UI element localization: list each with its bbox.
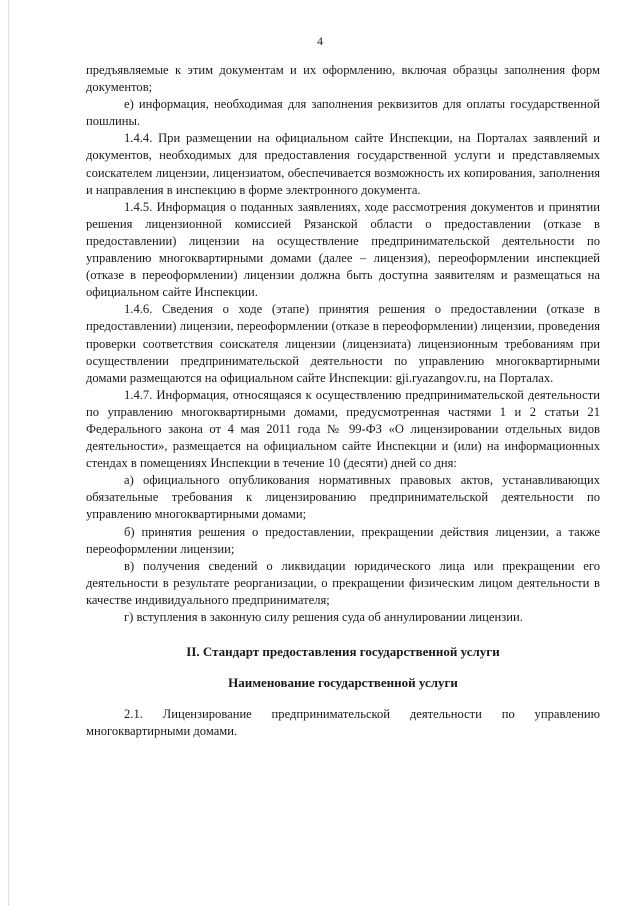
document-body bbox=[86, 62, 600, 740]
paragraph-item-e: е) информация, необходимая для заполнения реквизитов для оплаты государственной пошлины. bbox=[86, 97, 600, 129]
paragraph-continuation: предъявляемые к этим документам и их оформлению, включая образцы заполнения форм документов; bbox=[86, 63, 600, 95]
section-heading: II. Стандарт предоставления государственной услуги bbox=[186, 644, 500, 660]
subsection-heading: Наименование государственной услуги bbox=[228, 675, 458, 691]
scan-edge-line bbox=[8, 0, 9, 905]
page-number: 4 bbox=[317, 34, 323, 48]
paragraph-item-v: в) получения сведений о ликвидации юридического лица или прекращении его деятельности в результате реорганизации, о прекращении физическим лицом деятельности в качестве индивидуального предпринимателя; bbox=[86, 558, 600, 607]
paragraph-1-4-6: 1.4.6. Сведения о ходе (этапе) принятия решения о предоставлении (отказе в предоставлении) лицензии, переоформлении (отказе в переоформлении) лицензии, проведения проверки соответствия соискателя лицензии (лицензиата) лицензионным требованиям при осуществлении предпринимательской деятельности по управлению многоквартирными домами размещаются на официальном сайте Инспекции: gji.ryazangov.ru, на Порталах. bbox=[86, 302, 600, 385]
paragraph-item-g: г) вступления в законную силу решения суда об аннулировании лицензии. bbox=[124, 610, 523, 624]
paragraph-1-4-7: 1.4.7. Информация, относящаяся к осуществлению предпринимательской деятельности по управлению многоквартирными домами, предусмотренная частями 1 и 2 статьи 21 Федерального закона от 4 мая 2011 года № 99-ФЗ «О лицензировании отдельных видов деятельности», размещается на официальном сайте Инспекции и (или) на информационных стендах в помещениях Инспекции в течение 10 (десяти) дней со дня: bbox=[86, 387, 600, 471]
paragraph-item-b: б) принятия решения о предоставлении, прекращении действия лицензии, а также переоформлении лицензии; bbox=[86, 524, 600, 556]
paragraph-item-a: а) официального опубликования нормативных правовых актов, устанавливающих обязательные требования к лицензированию предпринимательской деятельности по управлению многоквартирными домами; bbox=[86, 473, 600, 522]
paragraph-2-1: 2.1. Лицензирование предпринимательской деятельности по управлению многоквартирными домами. bbox=[86, 707, 600, 739]
paragraph-1-4-5: 1.4.5. Информация о поданных заявлениях, ходе рассмотрения документов и принятии решения лицензионной комиссией Рязанской области о предоставлении (отказе в предоставлении) лицензии на осуществление предпринимательской деятельности по управлению многоквартирными домами (далее – лицензия), переоформлении инспекцией (отказе в переоформлении) лицензии должна быть доступна заявителям и размещаться на официальном сайте Инспекции. bbox=[86, 199, 600, 300]
paragraph-1-4-4: 1.4.4. При размещении на официальном сайте Инспекции, на Порталах заявлений и документов, необходимых для предоставления государственной услуги и представляемых соискателем лицензии, лицензиатом, обеспечивается возможность их копирования, заполнения и направления в инспекцию в форме электронного документа. bbox=[86, 131, 600, 197]
